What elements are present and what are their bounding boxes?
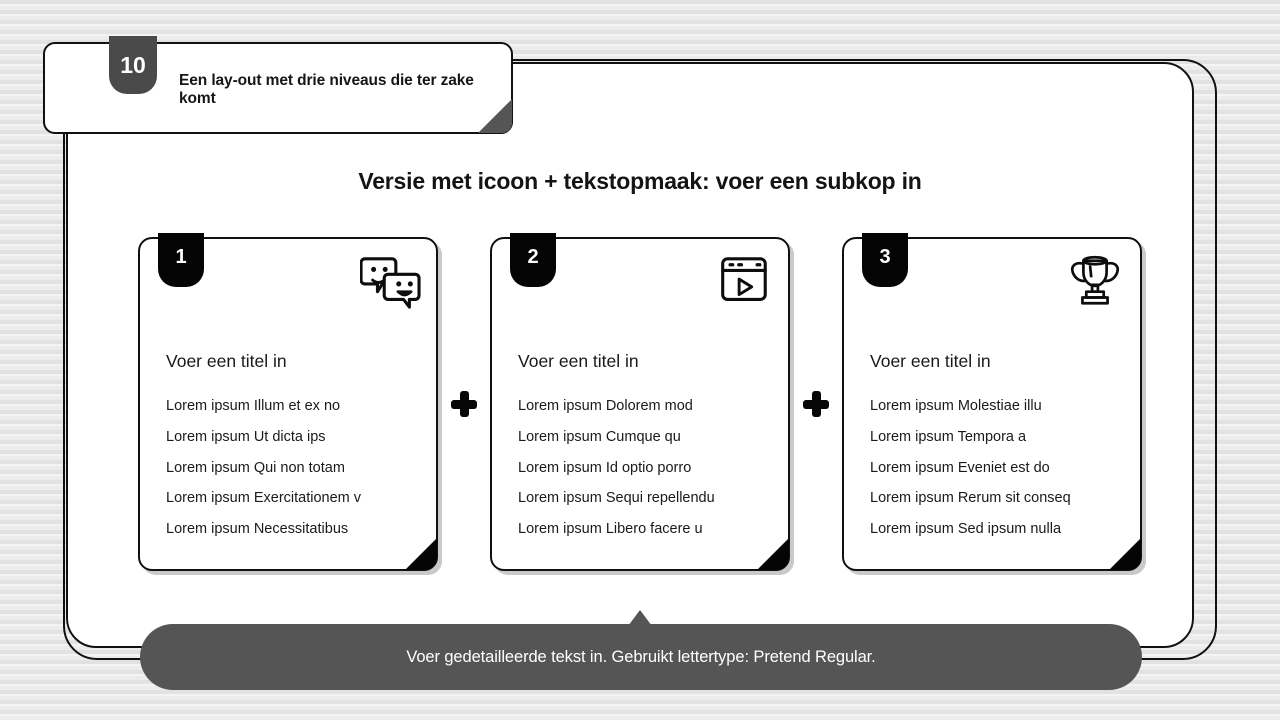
header-title: Een lay-out met drie niveaus die ter zake komt (179, 72, 474, 107)
list-item: Lorem ipsum Dolorem mod (518, 398, 693, 414)
list-item: Lorem ipsum Rerum sit conseq (870, 490, 1071, 507)
card-row (138, 237, 1142, 571)
list-item: Lorem ipsum Qui non totam (166, 459, 345, 476)
list-item: Lorem ipsum Libero facere u (518, 521, 703, 538)
card-number-badge-1 (158, 233, 204, 287)
header-card-folded-corner (478, 99, 512, 133)
card-folded-corner (405, 538, 437, 570)
plus-icon (451, 391, 477, 417)
page-title: Versie met icoon + tekstopmaak: voer een subkop in (358, 168, 922, 194)
header-card (43, 42, 513, 134)
card-folded-corner (1109, 538, 1141, 570)
card-title-1: Voer een titel in (166, 351, 287, 371)
connector-plus-2 (790, 237, 842, 571)
header-slide-number-badge (109, 36, 157, 94)
plus-icon (803, 391, 829, 417)
card-wrapper-2 (490, 237, 790, 571)
video-player-window-icon (712, 253, 774, 311)
list-item: Lorem ipsum Sed ipsum nulla (870, 521, 1062, 538)
list-item: Lorem ipsum Cumque qu (518, 428, 681, 445)
card-number-badge-2 (510, 233, 556, 287)
card-badge-label: 2 (527, 246, 539, 268)
card-folded-corner (757, 538, 789, 570)
connector-plus-1 (438, 237, 490, 571)
card-badge-label: 1 (175, 246, 187, 268)
list-item: Lorem ipsum Eveniet est do (870, 459, 1050, 476)
list-item: Lorem ipsum Sequi repellendu (518, 490, 715, 507)
list-item: Lorem ipsum Illum et ex no (166, 398, 341, 414)
content-card-1[interactable] (138, 237, 438, 571)
card-number-badge-3 (862, 233, 908, 287)
content-card-3[interactable] (842, 237, 1142, 571)
list-item: Lorem ipsum Ut dicta ips (166, 428, 326, 445)
list-item: Lorem ipsum Id optio porro (518, 459, 692, 476)
card-wrapper-1 (138, 237, 438, 571)
header-badge-label: 10 (120, 52, 146, 78)
footer-banner (140, 624, 1142, 690)
card-title-2: Voer een titel in (518, 351, 639, 371)
list-item: Lorem ipsum Necessitatibus (166, 521, 349, 538)
trophy-icon (1064, 253, 1126, 311)
content-card-2[interactable] (490, 237, 790, 571)
list-item: Lorem ipsum Exercitationem v (166, 490, 362, 507)
footer-banner-text: Voer gedetailleerde tekst in. Gebruikt lettertype: Pretend Regular. (406, 647, 876, 666)
card-badge-label: 3 (879, 246, 891, 268)
card-list-1 (166, 391, 424, 545)
card-wrapper-3 (842, 237, 1142, 571)
card-list-3 (870, 391, 1128, 545)
list-item: Lorem ipsum Tempora a (870, 428, 1027, 445)
card-title-3: Voer een titel in (870, 351, 991, 371)
list-item: Lorem ipsum Molestiae illu (870, 398, 1042, 414)
speech-bubbles-icon (360, 253, 422, 311)
card-list-2 (518, 391, 776, 545)
